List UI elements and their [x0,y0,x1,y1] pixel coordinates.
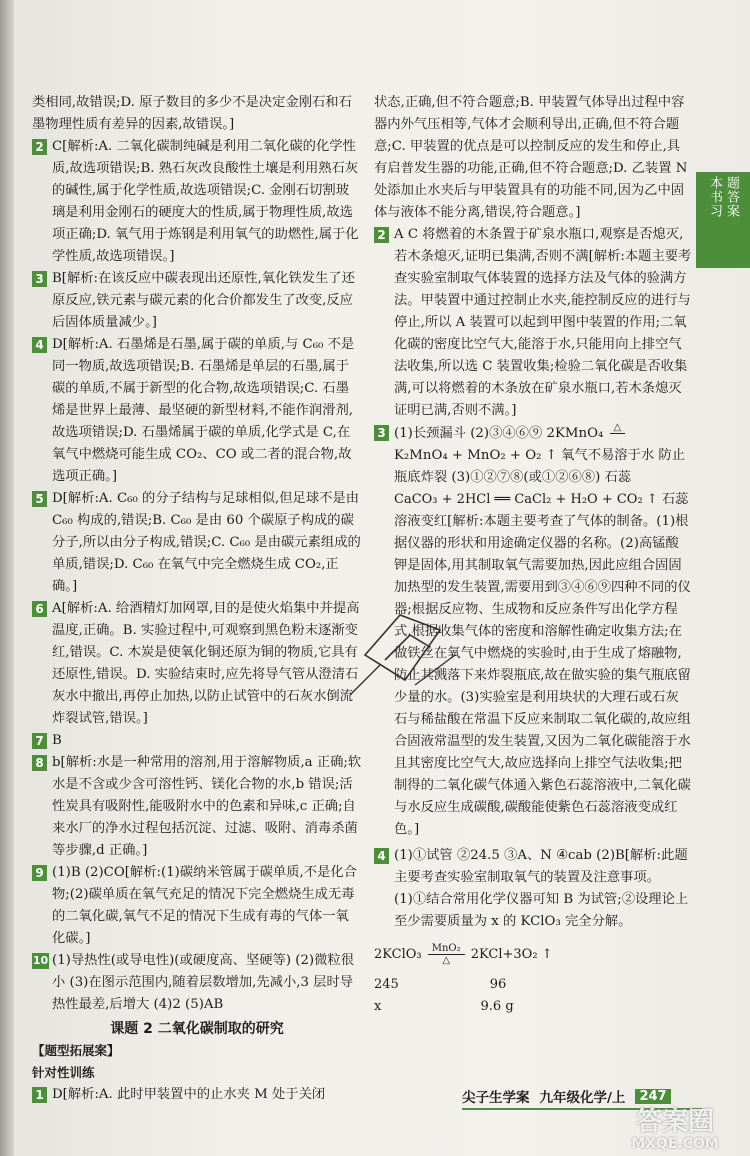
book-spine [0,0,14,1156]
item-text: (1)B (2)CO[解析:(1)碳纳米管属于碳单质,不是化合物;(2)碳单质在氧气充足的情况下完全燃烧生成无毒的二氧化碳,氧气不足的情况下生成有毒的气体一氧化碳。] [52,865,357,946]
watermark-small: MXQE.COM [631,1136,719,1152]
answer-side-tab [696,172,750,268]
answer-item [32,136,362,268]
item-text: B[解析:在该反应中碳表现出还原性,氧化铁发生了还原反应,铁元素与碳元素的化合价都发生了改变,反应后固体质量减少。] [52,271,355,330]
item-number: 2 [374,227,389,243]
item-number: 9 [32,865,47,881]
item-text: (1)导热性(或导电性)(或硬度高、坚硬等) (2)微粒很小 (3)在图示范围内,随着层数增加,先减小,3 层时导热性最差,后增大 (4)2 (5)AB [52,953,354,1012]
left-intro: 类相同,故错误;D. 原子数目的多少不是决定金刚石和石墨物理性质有差异的因素,故错误。] [32,95,352,132]
side-tab-text-1: 本书习 [707,176,722,218]
eq-right: 2KCl+3O₂ ↑ [470,947,553,962]
answer-item [32,334,362,488]
eq-left: 2KClO₃ [374,947,422,962]
item-number: 5 [32,491,47,507]
calc-row-2: x 9.6 g [374,999,514,1014]
kclo3-equation [374,943,692,966]
eq-condition: MnO₂ △ [428,943,465,966]
answer-item [32,950,362,1016]
answer-item [374,845,692,933]
item-number: 7 [32,733,47,749]
item-number: 3 [374,425,389,441]
item-number: 3 [32,271,47,287]
item-text: C[解析:A. 二氧化碳制纯碱是利用二氧化碳的化学性质,故选项错误;B. 熟石灰改良酸性土壤是利用熟石灰的碱性,属于化学性质,故选项错误;C. 金刚石切割玻璃是利用金刚石的硬度大的性质,属于物理性质,故选项正确;D. 氧气用于炼钢是利用氧气的助燃性,属于化学性质,故选项错误。] [52,139,359,264]
bracket-title: 【题型拓展案】 [32,1043,120,1058]
answer-item [32,730,362,752]
heat-condition: △ [610,422,626,445]
answer-item [32,598,362,730]
item-text: D[解析:A. C₆₀ 的分子结构与足球相似,但足球不是由 C₆₀ 构成的,错误;B. C₆₀ 是由 60 个碳原子构成的碳分子,所以由分子构成,错误;C. C₆₀ 是由碳元素组成的单质,错误;D. C₆₀ 在氧气中完全燃烧生成 CO₂,正确。] [52,491,361,594]
pen-scribble [345,585,475,705]
item-text: A[解析:A. 给酒精灯加网罩,目的是使火焰集中并提高温度,正确。B. 实验过程中,可观察到黑色粉末逐渐变红,错误。C. 木炭是使氧化铜还原为铜的物质,它具有还原性,错误。D. 实验结束时,应先将导气管从澄清石灰水中撤出,再停止加热,以防止试管中的石灰水倒流炸裂试管,错误。] [52,601,360,726]
answer-item [32,488,362,598]
answer-item [374,224,692,422]
item-line-1: (1)长颈漏斗 (2)③④⑥⑨ 2KMnO₄ [394,426,604,441]
answer-item [32,268,362,334]
site-watermark [610,1108,740,1154]
sub-title: 针对性训练 [32,1065,95,1080]
caco3-equation: CaCO₃ + 2HCl ══ CaCl₂ + H₂O + CO₂ ↑ [394,492,658,507]
right-intro: 状态,正确,但不符合题意;B. 甲装置气体导出过程中容器内外气压相等,气体才会顺利导出,正确,但不符合题意;C. 甲装置的优点是可以控制反应的发生和停止,具有启普发生器的功能,正确,但不符合题意;D. 乙装置 N 处添加止水夹后与甲装置具有的功能不同,因为乙中固体与液体不能分离,错误,符合题意。] [374,95,688,220]
watermark-big: 答案圈 [635,1107,714,1137]
item-number: 4 [32,337,47,353]
footer-book: 尖子生学案 [462,1090,530,1106]
item-number: 2 [32,139,47,155]
item-text: 石蕊溶液变红[解析:本题主要考查了气体的制备。(1)根据仪器的形状和用途确定仪器的名称。(2)高锰酸钾是固体,用其制取氧气需要加热,因此应组合固固加热型的发生装置,需要用到③④⑥⑨四种不同的仪器;根据反应物、生成物和反应条件写出化学方程式,根据收集气体的密度和溶解性确定收集方法;在做铁丝在氧气中燃烧的实验时,由于生成了熔融物,防止其溅落下来炸裂瓶底,故在做实验的集气瓶底留少量的水。(3)实验室是利用块状的大理石或石灰石与稀盐酸在常温下反应来制取二氧化碳的,故应组合固液常温型的发生装置,又因为二氧化碳能溶于水且其密度比空气大,故应选择向上排空气法收集;把制得的二氧化碳气体通入紫色石蕊溶液中,二氧化碳与水反应生成碳酸,碳酸能使紫色石蕊溶液变成红色。] [394,492,691,837]
item-number: 10 [32,954,49,967]
item-number: 4 [374,848,389,864]
item-number: 1 [32,1087,47,1103]
item-text: A C 将燃着的木条置于矿泉水瓶口,观察是否熄灭,若木条熄灭,证明已集满,否则不满[解析:本题主要考查实验室制取气体装置的选择方法及气体的验满方法。甲装置中通过控制止水夹,能控制反应的进行与停止,所以 A 装置可以起到甲图中装置的作用;二氧化碳的密度比空气大,能溶于水,只能用向上排空气法收集,所以选 C 装置收集;检验二氧化碳是否收集满,可以将燃着的木条放在矿泉水瓶口,若木条熄灭证明已满,否则不满。] [394,227,692,418]
item-text: B [52,733,62,748]
item-text: D[解析:A. 石墨烯是石墨,属于碳的单质,与 C₆₀ 不是同一物质,故选项错误;B. 石墨烯是单层的石墨,属于碳的单质,不属于新型的化合物,故选项错误;C. 石墨烯是世界上最薄、最坚硬的新型材料,不能作润滑剂,故选项错误;D. 石墨烯属于碳的单质,化学式是 C,在氧气中燃烧可能生成 CO₂、CO 或二者的混合物,故选项正确。] [52,337,355,484]
left-column [32,92,362,1106]
item-text: b[解析:水是一种常用的溶剂,用于溶解物质,a 正确;软水是不含或少含可溶性钙、镁化合物的水,b 错误;活性炭具有吸附性,能吸附水中的色素和异味,c 正确;自来水厂的净水过程包括沉淀、过滤、吸附、消毒杀菌等步骤,d 正确。] [52,755,362,858]
calc-row-1: 245 96 [374,977,507,992]
section-title: 课题 2 二氧化碳制取的研究 [110,1021,284,1037]
answer-item [32,1084,362,1106]
answer-item [32,752,362,862]
item-number: 8 [32,755,47,771]
item-line-2: K₂MnO₄ + MnO₂ + O₂ ↑ 氧气不易溶于水 防止瓶底炸裂 (3)①②⑦⑧(或①②⑥⑧) 石蕊 [394,448,685,485]
item-text: D[解析:A. 此时甲装置中的止水夹 M 处于关闭 [52,1087,326,1102]
footer-grade: 九年级化学/上 [539,1090,626,1106]
answer-item [32,862,362,950]
side-tab-text-2: 题答案 [724,176,739,218]
item-number: 6 [32,601,47,617]
right-column [374,92,692,1018]
item-text: (1)①试管 ②24.5 ③A、N ④cab (2)B[解析:此题主要考查实验室制取氧气的装置及注意事项。(1)①结合常用化学仪器可知 B 为试管;②设理论上至少需要质量为 x 的 KClO₃ 完全分解。 [394,848,689,929]
page-number: 247 [635,1089,670,1104]
